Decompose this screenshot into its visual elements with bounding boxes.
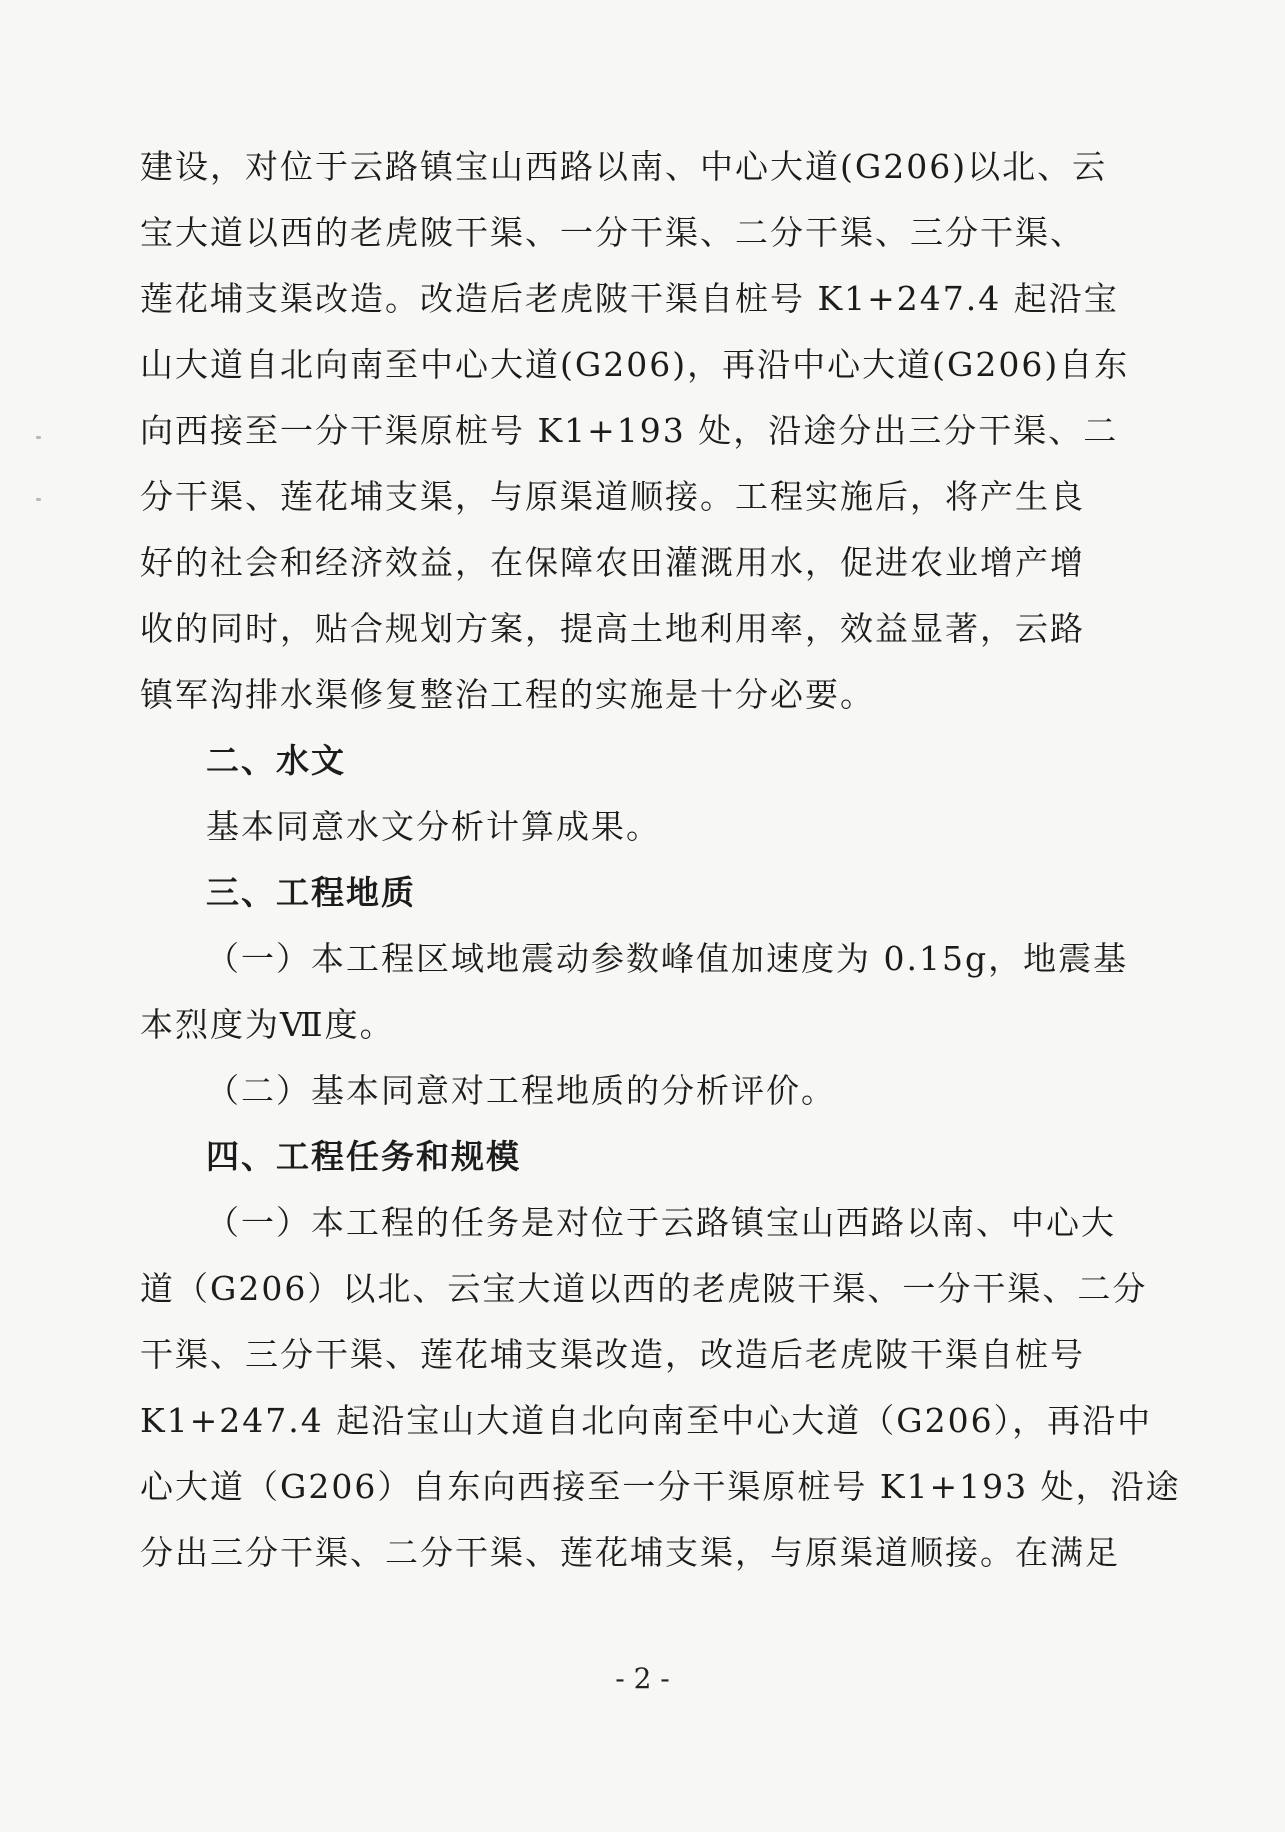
body-line: 镇军沟排水渠修复整治工程的实施是十分必要。: [140, 675, 875, 714]
body-line: （一）本工程的任务是对位于云路镇宝山西路以南、中心大: [206, 1203, 1116, 1242]
body-line: 莲花埔支渠改造。改造后老虎陂干渠自桩号 K1+247.4 起沿宝: [140, 279, 1119, 318]
body-line: 分干渠、莲花埔支渠，与原渠道顺接。工程实施后，将产生良: [140, 477, 1085, 516]
body-line: 山大道自北向南至中心大道(G206)，再沿中心大道(G206)自东: [140, 345, 1130, 384]
body-line: K1+247.4 起沿宝山大道自北向南至中心大道（G206），再沿中: [140, 1401, 1153, 1440]
body-line: 本烈度为Ⅶ度。: [140, 1005, 395, 1044]
body-line: 道（G206）以北、云宝大道以西的老虎陂干渠、一分干渠、二分: [140, 1269, 1148, 1308]
section-text-hydrology: 基本同意水文分析计算成果。: [206, 807, 661, 846]
body-line: 建设，对位于云路镇宝山西路以南、中心大道(G206)以北、云: [140, 147, 1108, 186]
body-line: 向西接至一分干渠原桩号 K1+193 处，沿途分出三分干渠、二: [140, 411, 1119, 450]
section-heading-geology: 三、工程地质: [206, 873, 416, 912]
body-line: （一）本工程区域地震动参数峰值加速度为 0.15g，地震基: [206, 939, 1129, 978]
body-line: 分出三分干渠、二分干渠、莲花埔支渠，与原渠道顺接。在满足: [140, 1533, 1120, 1572]
section-heading-hydrology: 二、水文: [206, 741, 346, 780]
section-heading-tasks-scale: 四、工程任务和规模: [206, 1137, 521, 1176]
document-body: [140, 134, 1181, 1586]
scan-mark: [36, 436, 41, 439]
body-line: 好的社会和经济效益，在保障农田灌溉用水，促进农业增产增: [140, 543, 1085, 582]
body-line: 心大道（G206）自东向西接至一分干渠原桩号 K1+193 处，沿途: [140, 1467, 1181, 1506]
page-number: - 2 -: [615, 1662, 670, 1695]
scan-mark: [36, 498, 41, 501]
body-line: 宝大道以西的老虎陂干渠、一分干渠、二分干渠、三分干渠、: [140, 213, 1085, 252]
body-line: 干渠、三分干渠、莲花埔支渠改造，改造后老虎陂干渠自桩号: [140, 1335, 1085, 1374]
body-line: 收的同时，贴合规划方案，提高土地利用率，效益显著，云路: [140, 609, 1085, 648]
body-line: （二）基本同意对工程地质的分析评价。: [206, 1071, 836, 1110]
